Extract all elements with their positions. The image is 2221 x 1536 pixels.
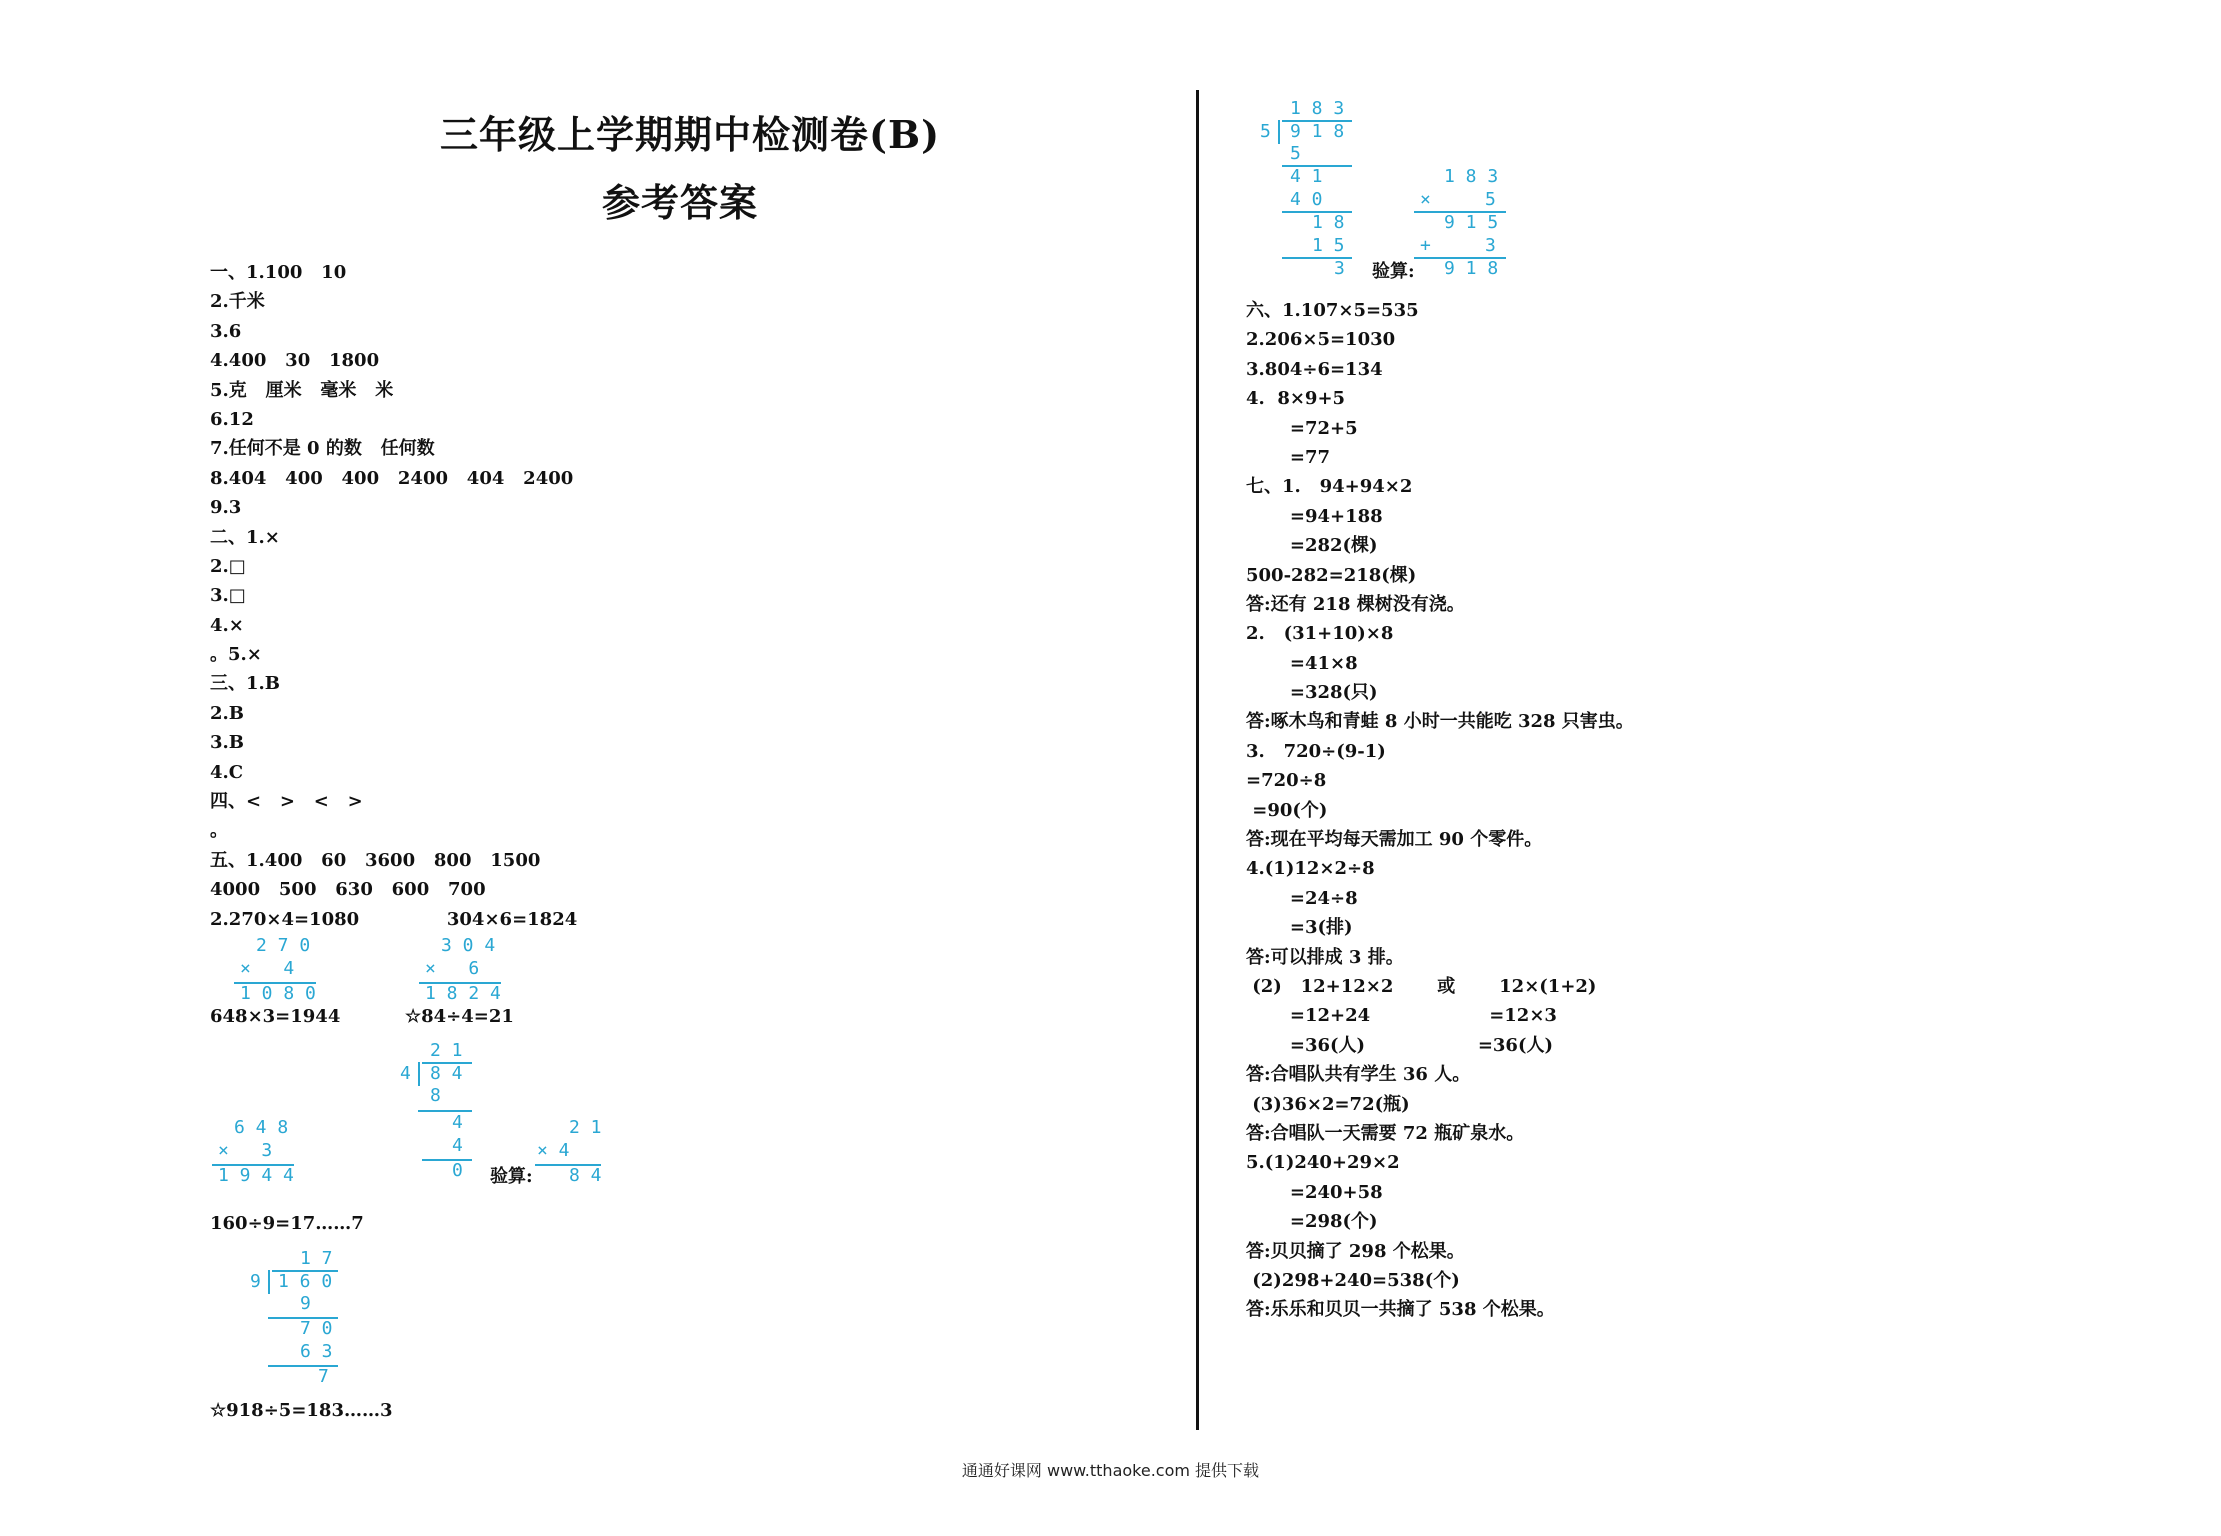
answer-line: 3. 720÷(9-1) [1246, 740, 1386, 762]
calc-row: + 3 [1420, 235, 1496, 256]
answer-line: =282(棵) [1246, 535, 1378, 557]
calc-row: 5 [1290, 143, 1301, 164]
answer-line: (2) 12+12×2 或 12×(1+2) [1246, 975, 1597, 997]
answer-line: 答:现在平均每天需加工 90 个零件。 [1246, 829, 1543, 851]
calc-row: 9 1 8 [1290, 121, 1345, 142]
answer-line: 一、1.100 10 [210, 262, 347, 283]
answer-line: 答:啄木鸟和青蛙 8 小时一共能吃 328 只害虫。 [1246, 711, 1634, 733]
calc-row: 1 8 3 [1290, 98, 1345, 119]
answer-line: 答:合唱队共有学生 36 人。 [1246, 1064, 1471, 1086]
answer-line: 8.404 400 400 2400 404 2400 [210, 467, 574, 489]
answer-line: 4000 500 630 600 700 [210, 879, 486, 901]
calc-row: 4 [400, 1063, 411, 1084]
page-title: 三年级上学期期中检测卷(B) [440, 112, 941, 157]
calc-row: 0 [452, 1160, 463, 1181]
answer-line: =41×8 [1246, 652, 1358, 674]
calc-row: 4 1 [1290, 166, 1323, 187]
answer-line: =24÷8 [1246, 887, 1358, 909]
answer-line: 500-282=218(棵) [1246, 564, 1417, 586]
answer-line: =240+58 [1246, 1181, 1383, 1203]
check-label: 验算: [1372, 261, 1415, 282]
equation-648: 648×3=1944 [210, 1006, 341, 1027]
equation-160: 160÷9=17……7 [210, 1213, 364, 1234]
calc-row: 1 0 8 0 [240, 983, 316, 1004]
column-divider [1196, 90, 1199, 1430]
calc-bracket [1278, 120, 1280, 144]
calc-row: 1 8 3 [1444, 166, 1499, 187]
answer-line: 2.206×5=1030 [1246, 329, 1396, 351]
answer-line: 。 [210, 820, 228, 842]
footer-source: 通通好课网 www.tthaoke.com 提供下载 [961, 1461, 1260, 1480]
answer-line: 答:贝贝摘了 298 个松果。 [1246, 1240, 1465, 1262]
page-subtitle: 参考答案 [602, 180, 759, 225]
answer-line: =328(只) [1246, 682, 1378, 704]
calc-row: 1 8 [1312, 212, 1345, 233]
calc-row: 6 3 [300, 1341, 333, 1362]
answer-line: =720÷8 [1246, 770, 1327, 792]
answer-line: 4. 8×9+5 [1246, 388, 1346, 410]
answer-line: 二、1.× [210, 526, 280, 548]
calc-row: × 5 [1420, 189, 1496, 210]
answer-line: 四、< > < > [210, 791, 363, 813]
answer-line: 3.B [210, 732, 245, 754]
answer-line: 七、1. 94+94×2 [1246, 476, 1413, 498]
answer-line: 4.(1)12×2÷8 [1246, 858, 1375, 880]
calc-row: 6 4 8 [234, 1117, 289, 1138]
calc-row: 1 6 0 [278, 1271, 333, 1292]
equation-918: ☆918÷5=183……3 [210, 1400, 393, 1421]
answer-line: =3(排) [1246, 917, 1353, 939]
answer-line: 4.× [210, 614, 244, 636]
answer-line: 答:还有 218 棵树没有浇。 [1246, 593, 1465, 615]
calc-row: 4 [452, 1135, 463, 1156]
right-answers [1246, 296, 1634, 1325]
left-answers [210, 258, 577, 934]
calc-row: 4 [452, 1112, 463, 1133]
answer-line: =94+188 [1246, 505, 1383, 527]
calc-row: 1 5 [1312, 235, 1345, 256]
calc-row: 8 4 [569, 1165, 602, 1186]
answer-line: 2.千米 [210, 291, 265, 313]
calc-row: 7 [318, 1366, 329, 1387]
answer-line: =90(个) [1246, 799, 1328, 821]
calc-row: 1 9 4 4 [218, 1165, 294, 1186]
calc-row: 9 [250, 1271, 261, 1292]
answer-line: 3.6 [210, 320, 242, 342]
answer-line: 9.3 [210, 497, 242, 519]
calc-row: 9 [300, 1293, 311, 1314]
answer-line: 答:乐乐和贝贝一共摘了 538 个松果。 [1246, 1299, 1555, 1321]
answer-line: 5.(1)240+29×2 [1246, 1152, 1400, 1174]
answer-line: =298(个) [1246, 1211, 1378, 1233]
calc-row: 5 [1260, 121, 1271, 142]
answer-line: 2. (31+10)×8 [1246, 623, 1394, 645]
answer-line: 3.804÷6=134 [1246, 358, 1383, 380]
calc-row: 2 1 [430, 1040, 463, 1061]
answer-line: =36(人) =36(人) [1246, 1034, 1553, 1056]
calc-row: 3 [1334, 258, 1345, 279]
calc-row: × 4 [537, 1140, 570, 1161]
answer-line: 4.400 30 1800 [210, 350, 380, 372]
calc-row: 4 0 [1290, 189, 1323, 210]
equation-84: ☆84÷4=21 [405, 1006, 514, 1027]
answer-line: 6.12 [210, 408, 254, 430]
calc-row: × 4 [240, 958, 295, 979]
answer-line: 2.□ [210, 555, 246, 577]
answer-line: 3.□ [210, 585, 246, 607]
calc-row: 7 0 [300, 1318, 333, 1339]
answer-line: 5.克 厘米 毫米 米 [210, 379, 394, 401]
answer-line: (3)36×2=72(瓶) [1246, 1093, 1410, 1115]
calc-bracket [268, 1270, 270, 1294]
answer-line: =72+5 [1246, 417, 1358, 439]
calc-row: 3 0 4 [441, 935, 496, 956]
calc-row: × 3 [218, 1140, 273, 1161]
answer-line: 六、1.107×5=535 [1246, 300, 1419, 321]
calc-row: 9 1 8 [1444, 258, 1499, 279]
calc-line [418, 1110, 472, 1112]
answer-line: 4.C [210, 761, 244, 783]
calc-row: 1 8 2 4 [425, 983, 501, 1004]
answer-line: 五、1.400 60 3600 800 1500 [210, 849, 541, 871]
calc-row: 9 1 5 [1444, 212, 1499, 233]
calc-row: 2 1 [569, 1117, 602, 1138]
answer-line: =77 [1246, 446, 1330, 468]
answer-line: 2.270×4=1080 304×6=1824 [210, 908, 578, 930]
answer-line: 7.任何不是 0 的数 任何数 [210, 438, 435, 460]
answer-line: 答:可以排成 3 排。 [1246, 946, 1404, 968]
calc-bracket [418, 1062, 420, 1086]
calc-line [422, 1159, 472, 1161]
calc-row: 2 7 0 [256, 935, 311, 956]
answer-line: =12+24 =12×3 [1246, 1005, 1557, 1027]
answer-line: 答:合唱队一天需要 72 瓶矿泉水。 [1246, 1122, 1525, 1144]
check-label: 验算: [490, 1166, 533, 1187]
calc-row: 8 4 [430, 1063, 463, 1084]
answer-line: (2)298+240=538(个) [1246, 1269, 1460, 1291]
answer-line: 。5.× [210, 644, 262, 666]
answer-line: 2.B [210, 702, 245, 724]
calc-row: × 6 [425, 958, 480, 979]
answer-line: 三、1.B [210, 673, 281, 695]
calc-row: 1 7 [300, 1248, 333, 1269]
calc-row: 8 [430, 1085, 441, 1106]
